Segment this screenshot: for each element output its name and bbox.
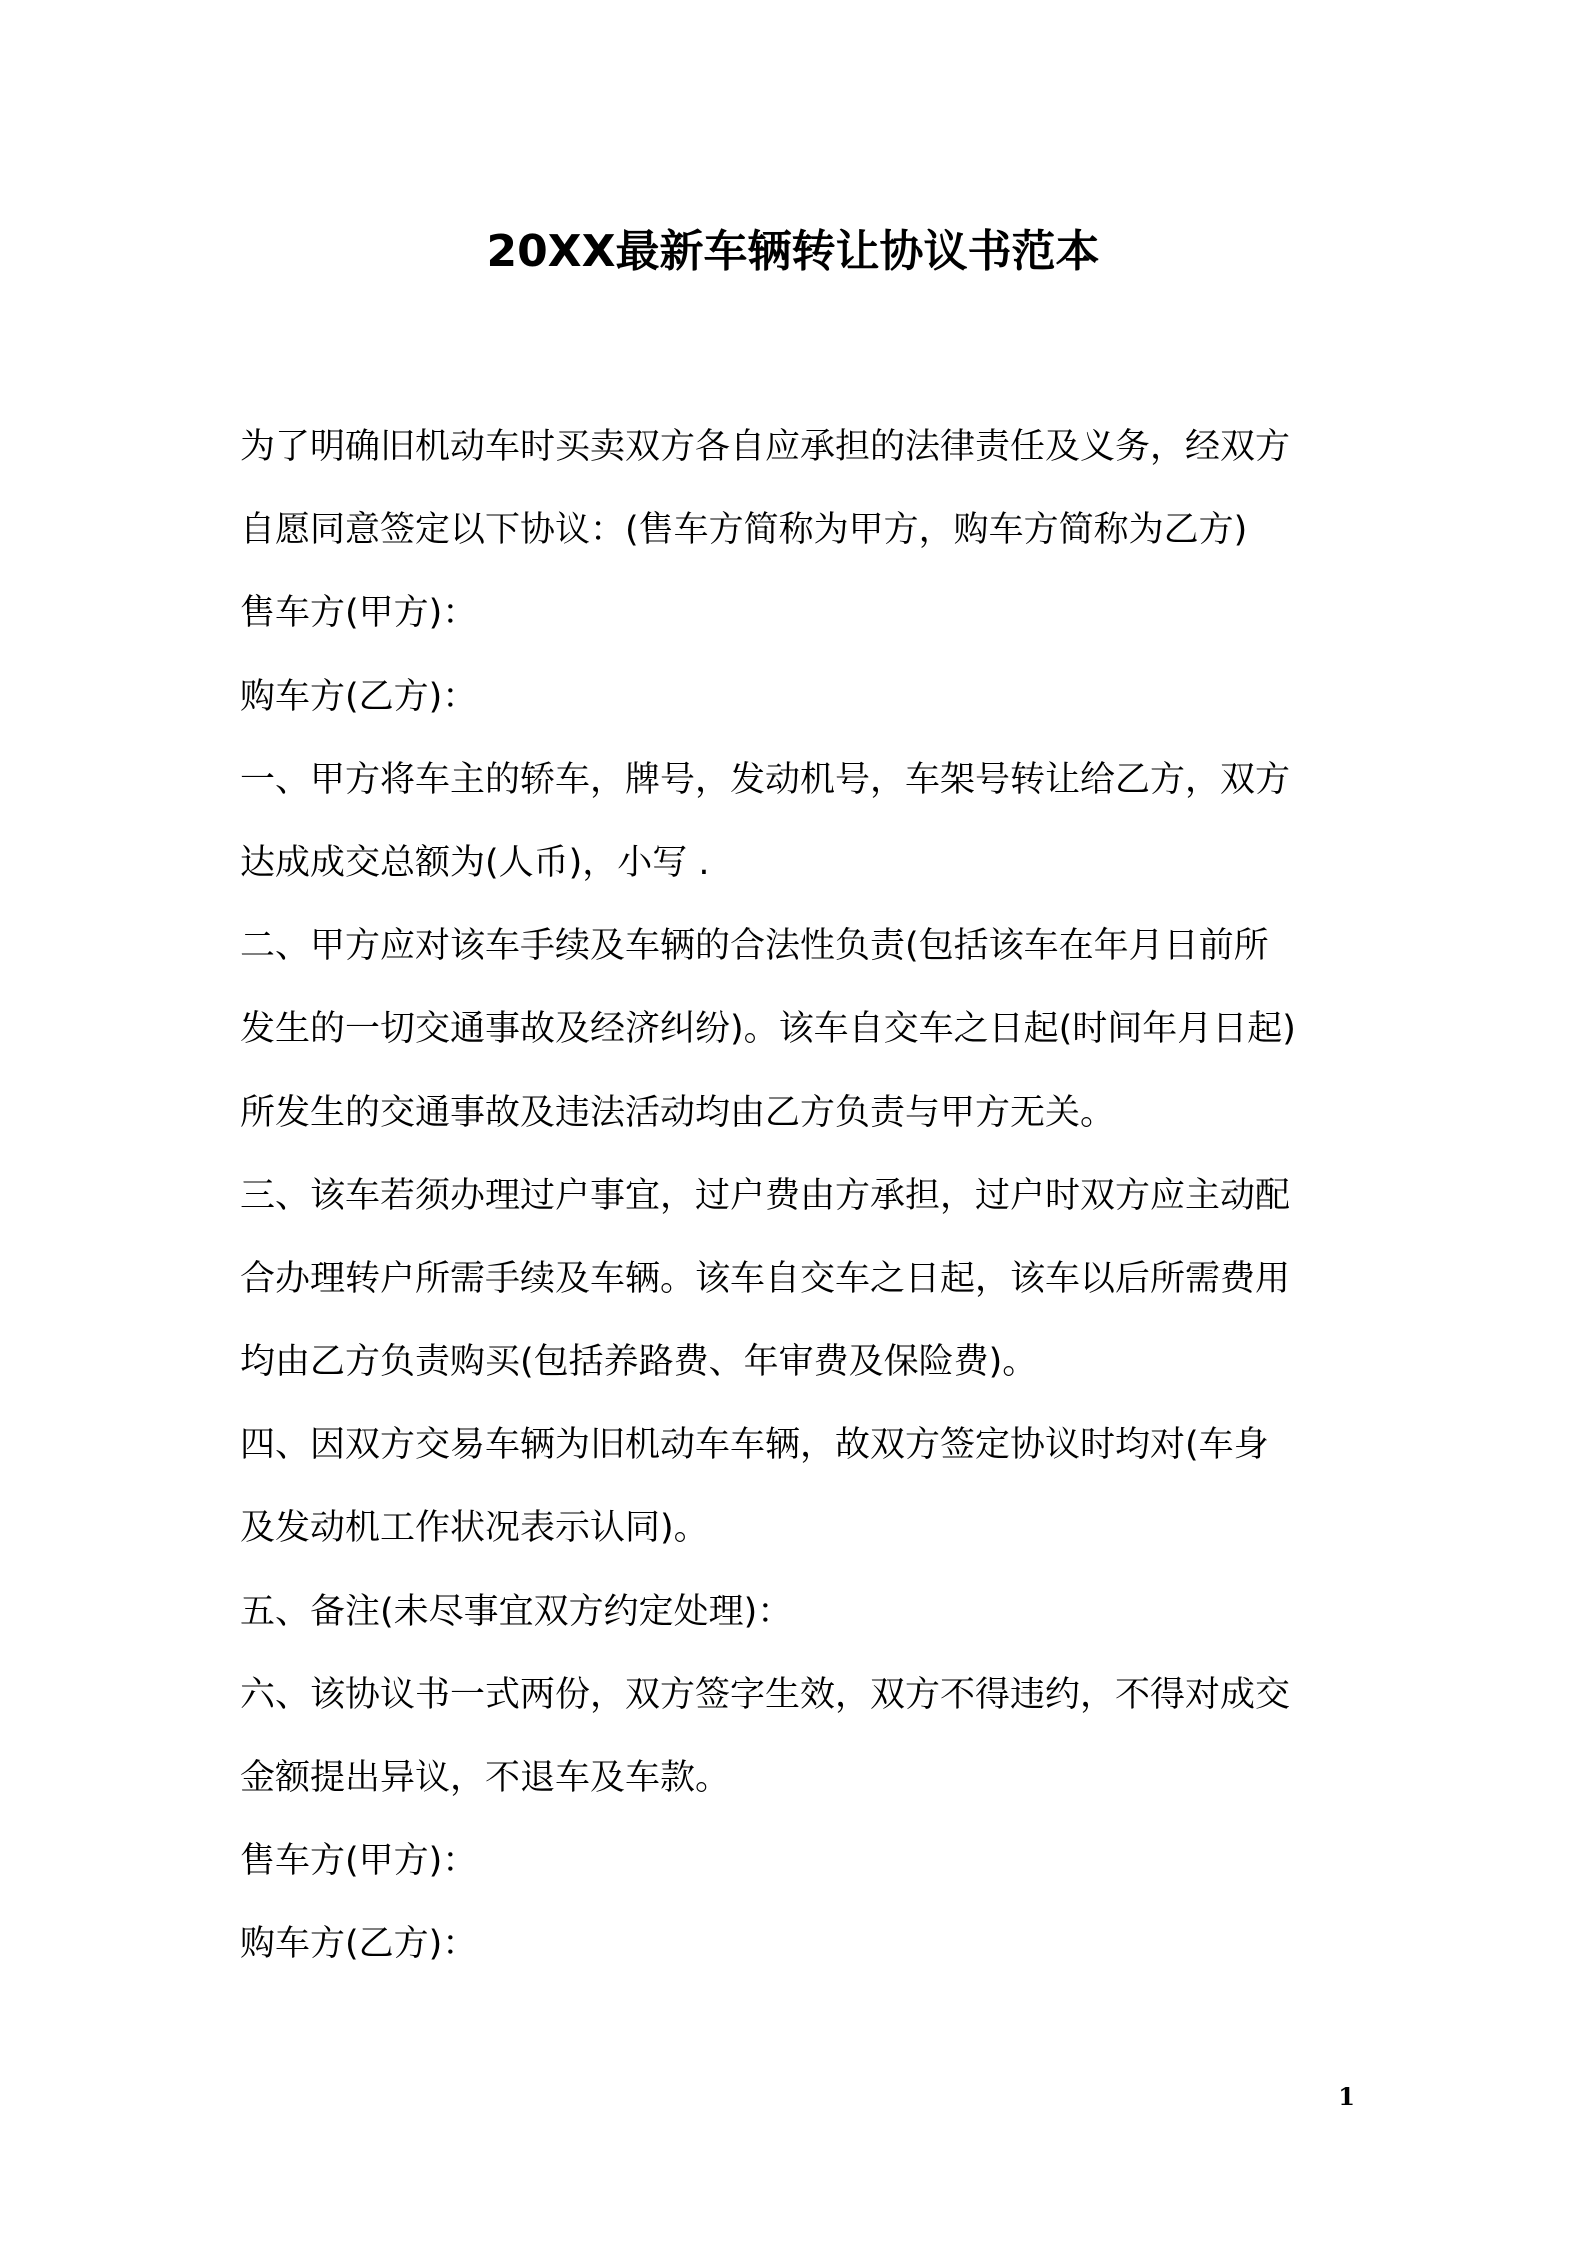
buyer-label: 购车方(乙方)： [240,676,478,717]
seller-signature-label: 售车方(甲方)： [240,1841,478,1882]
seller-label: 售车方(甲方)： [240,593,478,634]
clause-1-line: 一、甲方将车主的轿车，牌号，发动机号，车架号转让给乙方，双方 [240,759,1291,800]
clause-3-line: 均由乙方负责购买(包括养路费、年审费及保险费)。 [240,1342,1038,1383]
clause-3-line: 三、该车若须办理过户事宜，过户费由方承担，过户时双方应主动配 [240,1175,1291,1216]
clause-1-line: 达成成交总额为(人币)，小写 . [240,842,710,883]
clause-2-line: 二、甲方应对该车手续及车辆的合法性负责(包括该车在年月日前所 [240,926,1269,967]
clause-2-line: 发生的一切交通事故及经济纠纷)。该车自交车之日起(时间年月日起) [240,1009,1296,1050]
clause-4-line: 四、因双方交易车辆为旧机动车车辆，故双方签定协议时均对(车身 [240,1425,1269,1466]
document-title: 20XX最新车辆转让协议书范本 [486,226,1100,277]
clause-4-line: 及发动机工作状况表示认同)。 [240,1508,709,1549]
body-line: 自愿同意签定以下协议：(售车方简称为甲方，购车方简称为乙方) [240,510,1248,551]
page-number: 1 [1338,2082,1355,2111]
clause-6-line: 六、该协议书一式两份，双方签字生效，双方不得违约，不得对成交 [240,1674,1291,1715]
buyer-signature-label: 购车方(乙方)： [240,1924,478,1965]
clause-2-line: 所发生的交通事故及违法活动均由乙方负责与甲方无关。 [240,1092,1116,1133]
clause-6-line: 金额提出异议，不退车及车款。 [240,1758,731,1798]
clause-5-line: 五、备注(未尽事宜双方约定处理)： [240,1591,793,1632]
clause-3-line: 合办理转户所需手续及车辆。该车自交车之日起，该车以后所需费用 [240,1258,1291,1299]
document-body [240,406,1350,1987]
body-line: 为了明确旧机动车时买卖双方各自应承担的法律责任及义务，经双方 [240,427,1291,467]
